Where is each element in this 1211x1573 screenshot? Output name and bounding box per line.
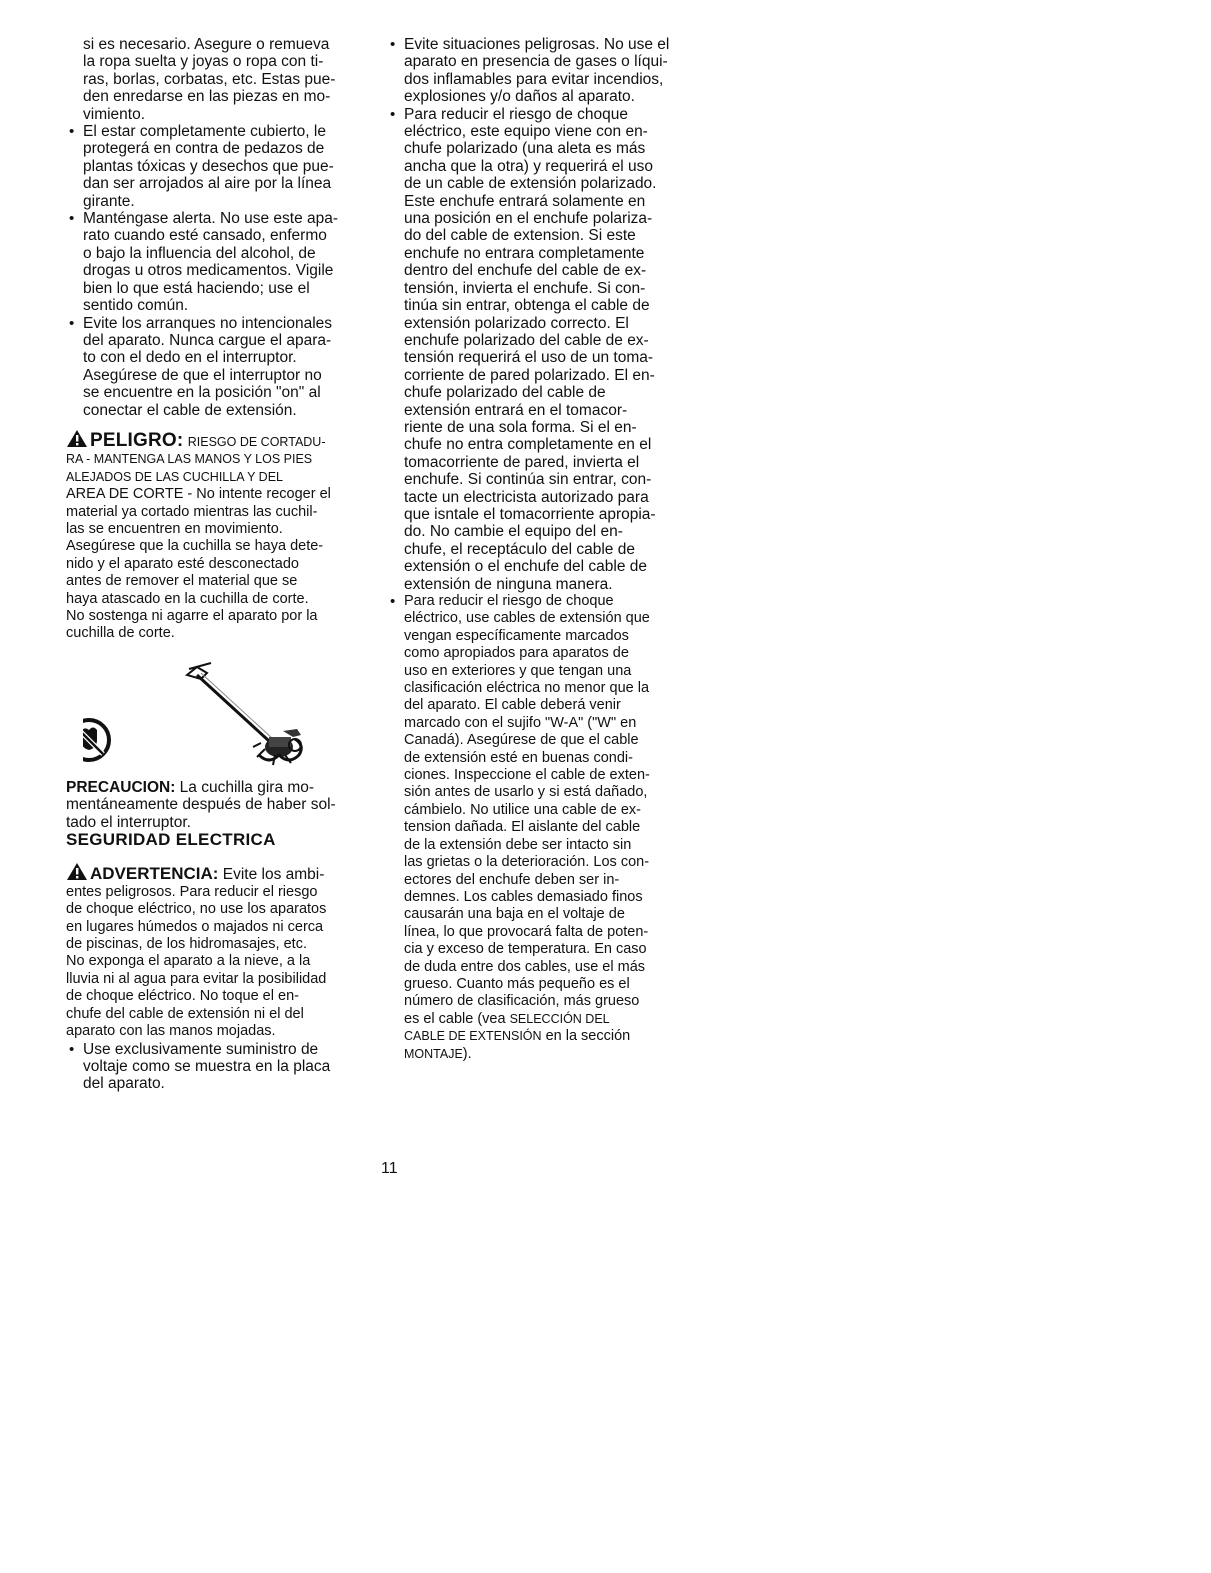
text-line: extensión de ninguna manera. [404,575,613,593]
text-line: Este enchufe entrará solamente en [404,192,646,210]
text-line: enchufe. Si continúa sin entrar, con- [404,471,652,489]
text-line: • Evite los arranques no intencionales [83,314,333,332]
text-line: Canadá). Asegúrese de que el cable [404,732,639,749]
bullet-item [404,36,714,106]
caps-reference: SELECCIÓN DEL [509,1011,610,1026]
text-line: plantas tóxicas y desechos que pue- [83,157,334,175]
text-line: eléctrico, este equipo viene con en- [404,123,648,141]
text-line: vengan específicamente marcados [404,627,629,644]
text-line: rato cuando esté cansado, enfermo [83,227,327,245]
text-line: tinúa sin entrar, obtenga el cable de [404,297,650,315]
text-line: uso en exteriores y que tengan una [404,662,632,679]
section-heading-seguridad: SEGURIDAD ELECTRICA [66,830,276,850]
advertencia-body [66,884,381,1041]
text-line [404,1028,714,1045]
text-line: de la extensión debe ser intacto sin [404,836,632,853]
text-line: to con el dedo en el interruptor. [83,349,297,367]
text-line: chufe no entra completamente en el [404,436,652,454]
text-line: ectores del enchufe deben ser in- [404,871,620,888]
text-line: se encuentre en la posición "on" al [83,384,321,402]
text-line: la ropa suelta y joyas o ropa con ti- [83,53,324,71]
text-line: entes peligrosos. Para reducir el riesgo [66,883,318,900]
text-line: dos inflamables para evitar incendios, [404,70,664,88]
text-line: chufe polarizado del cable de [404,384,606,402]
text-line: aparato con las manos mojadas. [66,1023,276,1040]
text-line: drogas u otros medicamentos. Vigile [83,262,334,280]
text-line: RA - MANTENGA LAS MANOS Y LOS PIES [66,452,313,467]
caps-reference: MONTAJE [404,1046,463,1061]
text-line: AREA DE CORTE - No intente recoger el [66,486,331,503]
text-line: tado el interruptor. [66,813,191,831]
caps-reference: CABLE DE EXTENSIÓN [404,1029,542,1044]
text-line: número de clasificación, más grueso [404,993,640,1010]
text-line: cia y exceso de temperatura. En caso [404,941,647,958]
text-line [404,1046,714,1063]
text-line: • El estar completamente cubierto, le [83,123,326,141]
text-line: demnes. Los cables demasiado finos [404,888,643,905]
text-line: dan ser arrojados al aire por la línea [83,175,332,193]
text-line: de choque eléctrico. No toque el en- [66,988,299,1005]
text-line: las se encuentren en movimiento. [66,520,283,537]
advertencia-text: Evite los ambi- [218,866,325,884]
peligro-warning [66,429,381,643]
text-line: del aparato. El cable deberá venir [404,697,621,714]
text-line: tacte un electricista autorizado para [404,488,649,506]
text-line: bien lo que está haciendo; use el [83,279,310,297]
text-line: tensión, invierta el enchufe. Si con- [404,279,646,297]
tiller-illustration [83,645,381,775]
peligro-heading-line [66,429,381,451]
text-line: nido y el aparato esté desconectado [66,555,299,572]
precaucion-text: La cuchilla gira mo- [175,778,315,796]
safety-bullet-list [83,123,381,419]
bullet-item [83,1041,381,1093]
text-line: ALEJADOS DE LAS CUCHILLA Y DEL [66,469,283,484]
text-line: como apropiados para aparatos de [404,645,629,662]
text-line: explosiones y/o daños al aparato. [404,88,635,106]
text-line [404,1011,714,1028]
text-line: • Para reducir el riesgo de choque [404,105,629,123]
text-line: marcado con el sujifo "W-A" ("W" en [404,714,637,731]
text-line: Asegúrese que la cuchilla se haya dete- [66,538,324,555]
advertencia-heading-line [66,862,381,883]
text-line: sentido común. [83,297,189,315]
text-line: una posición en el enchufe polariza- [404,210,653,228]
text-line: si es necesario. Asegure o remueva [83,36,330,53]
text-line: haya atascado en la cuchilla de corte. [66,590,309,607]
text-line: protegerá en contra de pedazos de [83,140,325,158]
text-line: corriente de pared polarizado. El en- [404,366,655,384]
text-line: cuchilla de corte. [66,625,175,642]
text-line: dentro del enchufe del cable de ex- [404,262,647,280]
text-line: del aparato. Nunca cargue el apara- [83,331,332,349]
text-line: línea, lo que provocará falta de poten- [404,923,649,940]
text-line: mentáneamente después de haber sol- [66,796,336,814]
peligro-body [66,451,381,642]
text-line: extensión o el enchufe del cable de [404,558,648,576]
text-line: voltaje como se muestra en la placa [83,1057,331,1075]
text-line: aparato en presencia de gases o líqui- [404,53,668,71]
text-line: chufe del cable de extensión ni el del [66,1005,304,1022]
advertencia-warning [66,862,381,1040]
text-line: o bajo la influencia del alcohol, de [83,244,316,262]
bullet-item [83,123,381,210]
text-line: vimiento. [83,105,146,123]
intro-paragraph [83,36,381,123]
bullet-item [404,593,714,1063]
text-line: sión antes de usarlo y si está dañado, [404,784,648,801]
text-line: ancha que la otra) y requerirá el uso [404,157,654,175]
text-line: de choque eléctrico, no use los aparatos [66,901,327,918]
warning-triangle-icon [66,429,88,448]
precaucion-title: PRECAUCION: [66,778,176,796]
text-line: do del cable de extension. Si este [404,227,636,245]
bullet-item [83,210,381,314]
text-line: • Manténgase alerta. No use este apa- [83,210,339,228]
tiller-icon [187,663,301,765]
left-column [66,36,381,1093]
peligro-title: PELIGRO: [90,429,184,451]
text-line: chufe, el receptáculo del cable de [404,540,635,558]
warning-triangle-icon [66,862,88,881]
text-line: tensión requerirá el uso de un toma- [404,349,654,367]
right-column [404,36,714,1063]
text-line: ciones. Inspeccione el cable de exten- [404,767,650,784]
bullet-item [83,315,381,419]
text-line: den enredarse en las piezas en mo- [83,88,331,106]
text-line: en lugares húmedos o majados ni cerca [66,918,324,935]
precaucion-notice [66,778,381,831]
text-line: material ya cortado mientras las cuchil- [66,503,318,520]
text-line: riente de una sola forma. Si el en- [404,418,637,436]
text-fragment: es el cable (vea [404,1010,510,1027]
text-line: enchufe polarizado del cable de ex- [404,331,649,349]
text-line: tomacorriente de pared, invierta el [404,453,640,471]
tiller-warning-illustration [83,645,381,775]
text-line: conectar el cable de extensión. [83,401,297,419]
text-line: causarán una baja en el voltaje de [404,906,625,923]
text-line: Asegúrese de que el interruptor no [83,366,322,384]
precaucion-first-line [66,779,381,796]
text-line: eléctrico, use cables de extensión que [404,610,650,627]
text-line: tension dañada. El aislante del cable [404,819,641,836]
text-line: extensión entrará en el tomacor- [404,401,628,419]
text-line: que isntale el tomacorriente apropia- [404,505,656,523]
voltage-bullet-list [83,1041,381,1093]
electrical-bullet-list [404,36,714,1063]
text-line: do. No cambie el equipo del en- [404,523,623,541]
text-line: cámbielo. No utilice una cable de ex- [404,801,641,818]
bullet-item [404,106,714,593]
text-line: grueso. Cuanto más pequeño es el [404,975,630,992]
text-line: del aparato. [83,1075,165,1093]
text-line: de extensión esté en buenas condi- [404,749,633,766]
peligro-caps-text: RIESGO DE CORTADU- [187,434,326,449]
text-line: de un cable de extensión polarizado. [404,175,657,193]
advertencia-title: ADVERTENCIA: [90,864,219,884]
text-line: antes de remover el material que se [66,573,298,590]
text-line: • Evite situaciones peligrosas. No use el [404,36,670,53]
text-line: chufe polarizado (una aleta es más [404,140,646,158]
text-line: • Para reducir el riesgo de choque [404,593,614,609]
text-line: • Use exclusivamente suministro de [83,1040,319,1058]
text-line: girante. [83,192,135,210]
text-line: de duda entre dos cables, use el más [404,958,646,975]
text-line: lluvia ni al agua para evitar la posibilidad [66,970,327,987]
text-line: clasificación eléctrica no menor que la [404,680,650,697]
text-line: las grietas o la deterioración. Los con- [404,854,650,871]
text-line: de piscinas, de los hidromasajes, etc. [66,936,307,953]
text-line: ras, borlas, corbatas, etc. Estas pue- [83,70,336,88]
text-line: No exponga el aparato a la nieve, a la [66,953,311,970]
text-fragment: ). [462,1045,472,1062]
text-line: No sostenga ni agarre el aparato por la [66,608,318,624]
page-number: 11 [381,1160,398,1177]
text-line: enchufe no entrara completamente [404,244,645,262]
text-line: extensión polarizado correcto. El [404,314,629,332]
no-hands-prohibition-icon [83,720,109,760]
text-fragment: en la sección [541,1028,631,1045]
